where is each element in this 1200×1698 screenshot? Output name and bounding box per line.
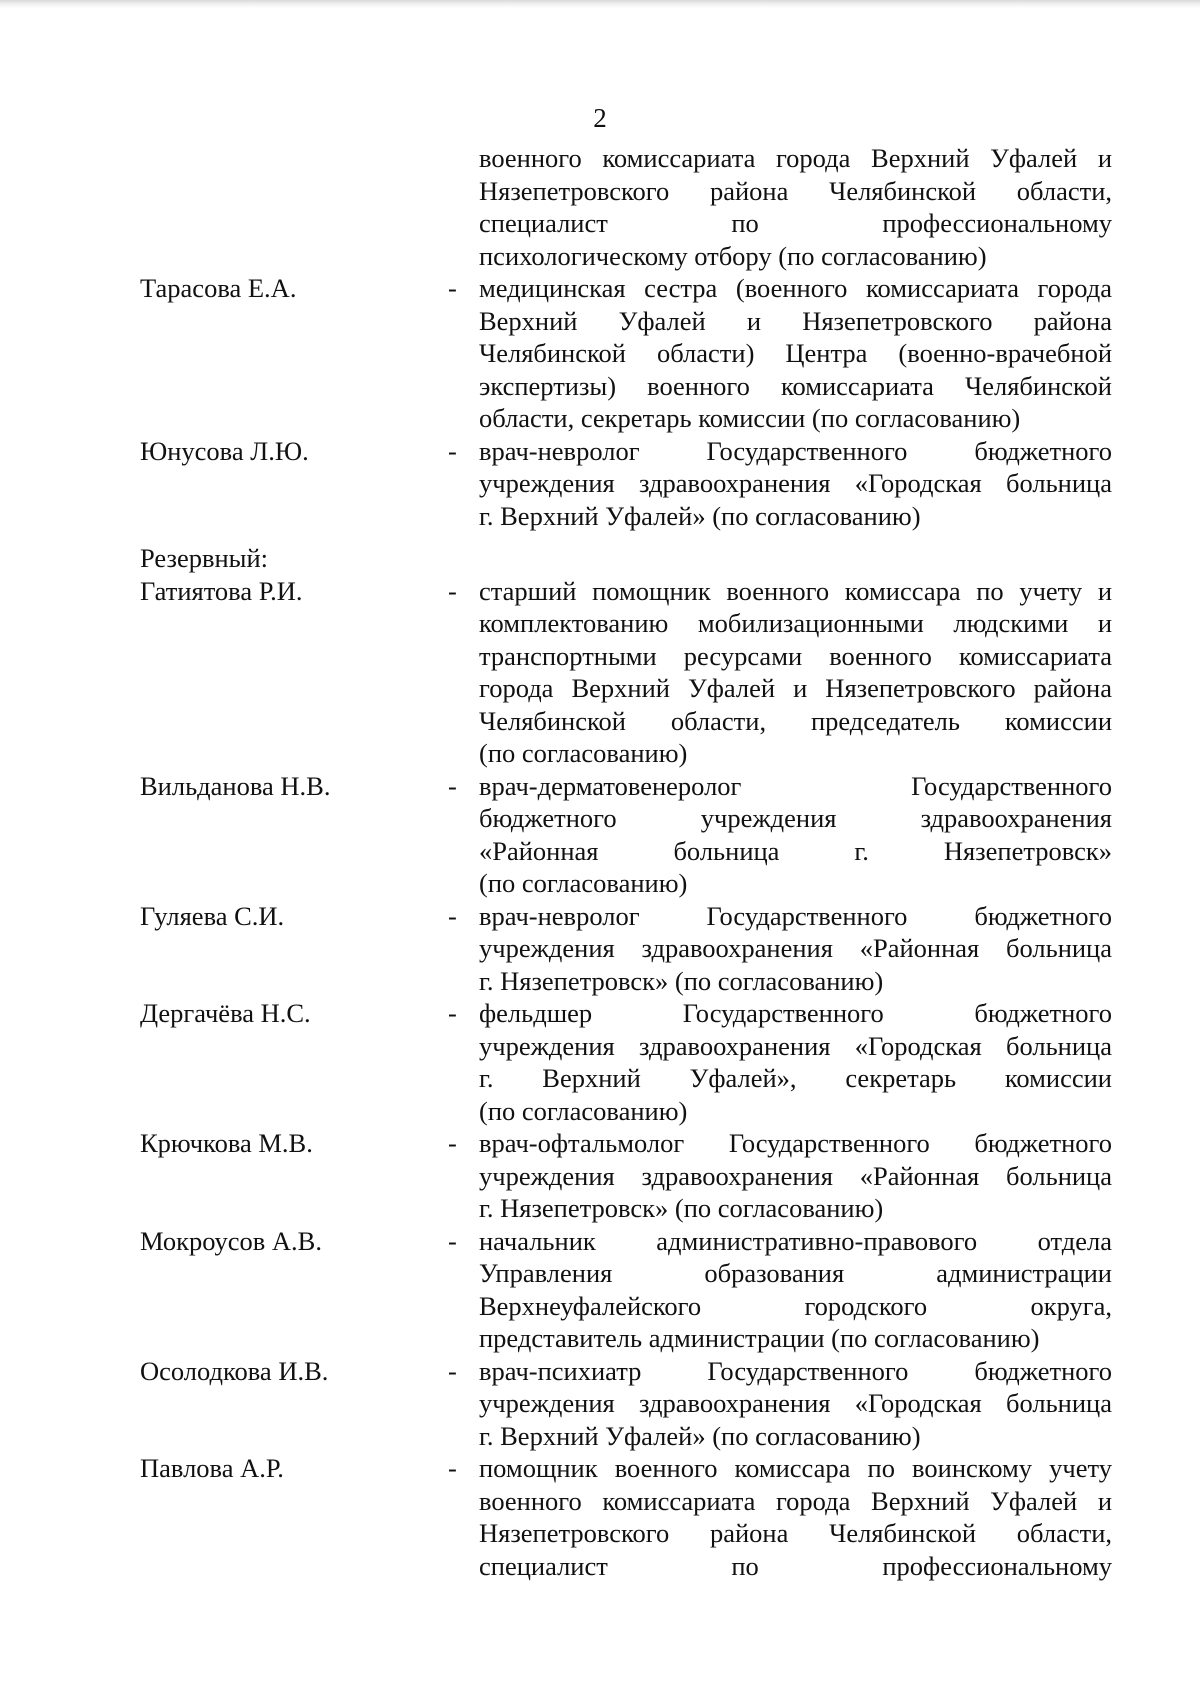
entry-dash: -	[448, 1128, 457, 1158]
commission-member-list	[0, 142, 1200, 1582]
position-line: экспертизы) военного комиссариата Челябинской	[479, 370, 1112, 401]
entry-dash: -	[448, 900, 457, 931]
position-line: фельдшер Государственного бюджетного	[479, 998, 1112, 1028]
member-entry	[0, 142, 1200, 272]
member-position	[479, 900, 1112, 998]
position-line: Нязепетровского района Челябинской области,	[479, 1518, 1112, 1548]
member-entry	[0, 1225, 1200, 1355]
position-line: г. Верхний Уфалей» (по согласованию)	[479, 1420, 921, 1451]
main-members-section	[0, 142, 1200, 542]
member-name: Тарасова Е.А.	[140, 273, 297, 303]
position-line: учреждения здравоохранения «Городская больница	[479, 1030, 1112, 1061]
entry-dash: -	[448, 1355, 457, 1386]
position-line: учреждения здравоохранения «Городская больница	[479, 468, 1112, 498]
position-line: г. Нязепетровск» (по согласованию)	[479, 1193, 884, 1223]
member-entry	[0, 770, 1200, 900]
position-line: начальник административно-правового отдела	[479, 1225, 1112, 1256]
position-line: (по согласованию)	[479, 1095, 688, 1126]
position-line: врач-невролог Государственного бюджетного	[479, 900, 1112, 931]
member-name: Дергачёва Н.С.	[140, 998, 311, 1028]
member-name: Вильданова Н.В.	[140, 770, 331, 801]
position-line: Верхнеуфалейского городского округа,	[479, 1290, 1112, 1321]
member-position	[479, 1355, 1112, 1453]
position-line: г. Нязепетровск» (по согласованию)	[479, 965, 884, 996]
scan-edge-artifact	[0, 0, 1200, 8]
position-line: (по согласованию)	[479, 738, 688, 768]
member-entry	[0, 435, 1200, 533]
position-line: Челябинской области, председатель комиссии	[479, 705, 1112, 736]
position-line: представитель администрации (по согласованию)	[479, 1323, 1040, 1353]
member-name: Мокроусов А.В.	[140, 1225, 322, 1256]
position-line: специалист по профессиональному	[479, 208, 1112, 238]
member-entry	[0, 1127, 1200, 1225]
member-name: Осолодкова И.В.	[140, 1355, 329, 1386]
position-line: бюджетного учреждения здравоохранения	[479, 803, 1112, 833]
position-line: старший помощник военного комиссара по учету и	[479, 575, 1112, 606]
position-line: (по согласованию)	[479, 868, 688, 898]
position-line: Верхний Уфалей и Нязепетровского района	[479, 305, 1112, 336]
member-entry	[0, 997, 1200, 1127]
entry-dash: -	[448, 770, 457, 801]
member-position	[479, 997, 1112, 1127]
member-name: Крючкова М.В.	[140, 1128, 313, 1158]
member-position	[479, 575, 1112, 770]
position-line: медицинская сестра (военного комиссариата города	[479, 273, 1112, 303]
section-spacer	[0, 532, 1200, 542]
position-line: врач-психиатр Государственного бюджетного	[479, 1355, 1112, 1386]
entry-dash: -	[448, 435, 457, 466]
entry-dash: -	[448, 273, 457, 303]
member-entry	[0, 1452, 1200, 1582]
member-position	[479, 770, 1112, 900]
position-line: г. Верхний Уфалей» (по согласованию)	[479, 500, 921, 531]
position-line: Челябинской области) Центра (военно-врачебной	[479, 338, 1112, 368]
member-position	[479, 1452, 1112, 1582]
position-line: комплектованию мобилизационными людскими и	[479, 608, 1112, 638]
member-name: Павлова А.Р.	[140, 1453, 284, 1483]
position-line: «Районная больница г. Нязепетровск»	[479, 835, 1112, 866]
position-line: врач-невролог Государственного бюджетного	[479, 435, 1112, 466]
reserve-members-section	[0, 575, 1200, 1583]
entry-dash: -	[448, 1225, 457, 1256]
position-line: транспортными ресурсами военного комиссариата	[479, 640, 1112, 671]
page-number: 2	[593, 103, 607, 133]
entry-dash: -	[448, 998, 457, 1028]
position-line: учреждения здравоохранения «Районная больница	[479, 933, 1112, 963]
position-line: Нязепетровского района Челябинской области,	[479, 175, 1112, 206]
member-name: Юнусова Л.Ю.	[140, 435, 309, 466]
member-position	[479, 1127, 1112, 1225]
entry-dash: -	[448, 575, 457, 606]
member-position	[479, 1225, 1112, 1355]
position-line: города Верхний Уфалей и Нязепетровского района	[479, 673, 1112, 703]
member-entry	[0, 1355, 1200, 1453]
position-line: учреждения здравоохранения «Районная больница	[479, 1160, 1112, 1191]
position-line: военного комиссариата города Верхний Уфалей и	[479, 1485, 1112, 1516]
member-name: Гуляева С.И.	[140, 900, 285, 931]
position-line: психологическому отбору (по согласованию)	[479, 240, 987, 271]
position-line: врач-дерматовенеролог Государственного	[479, 770, 1112, 801]
member-entry	[0, 900, 1200, 998]
member-entry	[0, 575, 1200, 770]
member-position	[479, 435, 1112, 533]
position-line: врач-офтальмолог Государственного бюджетного	[479, 1128, 1112, 1158]
position-line: г. Верхний Уфалей», секретарь комиссии	[479, 1063, 1112, 1093]
position-line: специалист по профессиональному	[479, 1550, 1112, 1581]
position-line: учреждения здравоохранения «Городская больница	[479, 1388, 1112, 1418]
position-line: помощник военного комиссара по воинскому учету	[479, 1453, 1112, 1483]
position-line: Управления образования администрации	[479, 1258, 1112, 1288]
position-line: области, секретарь комиссии (по согласованию)	[479, 403, 1021, 433]
member-entry	[0, 272, 1200, 435]
entry-dash: -	[448, 1453, 457, 1483]
reserve-section-label: Резервный:	[140, 543, 268, 573]
member-name: Гатиятова Р.И.	[140, 575, 303, 606]
position-line: военного комиссариата города Верхний Уфалей и	[479, 143, 1112, 173]
member-position	[479, 142, 1112, 272]
member-position	[479, 272, 1112, 435]
